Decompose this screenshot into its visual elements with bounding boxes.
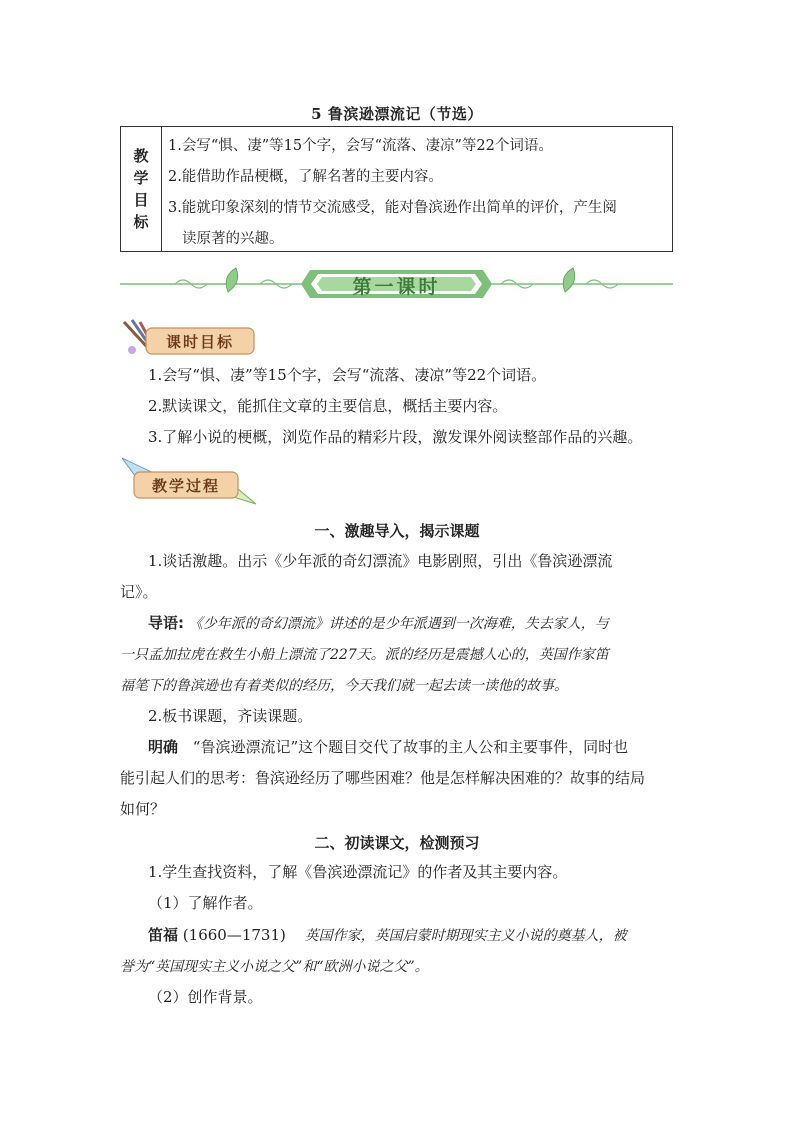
author-label: 笛福 bbox=[148, 926, 179, 944]
paragraph bbox=[120, 701, 674, 732]
goals-table-body bbox=[162, 127, 672, 251]
teaching-process-badge bbox=[120, 456, 260, 508]
section-heading: 一、激趣导入，揭示课题 bbox=[314, 522, 480, 540]
paragraph-line: 记》。 bbox=[120, 583, 158, 601]
goal-item: 1.会写“惧、凄”等15个字，会写“流落、凄凉”等22个词语。 bbox=[168, 138, 553, 154]
paragraph-line: （2）创作背景。 bbox=[148, 988, 263, 1006]
guide-label: 导语: bbox=[148, 614, 184, 632]
author-years: (1660—1731) bbox=[182, 926, 286, 944]
clarify-paragraph bbox=[120, 732, 674, 825]
paragraph-line: （1）了解作者。 bbox=[148, 894, 263, 912]
lesson-goal-item bbox=[120, 360, 674, 391]
lesson-goal-item bbox=[120, 422, 674, 453]
banner-label: 第一课时 bbox=[352, 276, 441, 298]
goals-header-char: 学 bbox=[133, 169, 149, 187]
paragraph bbox=[120, 546, 674, 608]
teaching-goals-table bbox=[120, 126, 673, 252]
goals-table-header bbox=[121, 127, 162, 251]
paragraph-line: 福笔下的鲁滨逊也有着类似的经历，今天我们就一起去读一读他的故事。 bbox=[120, 678, 568, 694]
teaching-process-badge-label: 教学过程 bbox=[151, 477, 220, 495]
author-paragraph bbox=[120, 920, 674, 983]
paragraph-line: 英国作家，英国启蒙时期现实主义小说的奠基人，被 bbox=[304, 928, 627, 944]
paragraph-line: 2.板书课题，齐读课题。 bbox=[148, 707, 313, 725]
paragraph-line: 1.谈话激趣。出示《少年派的奇幻漂流》电影剧照，引出《鲁滨逊漂流 bbox=[148, 552, 613, 570]
paragraph bbox=[120, 982, 674, 1013]
paragraph bbox=[120, 888, 674, 919]
lesson-goal-text: 1.会写“惧、凄”等15个字，会写“流落、凄凉”等22个词语。 bbox=[148, 366, 547, 384]
goals-header-char: 标 bbox=[133, 213, 149, 231]
paragraph-line: 1.学生查找资料，了解《鲁滨逊漂流记》的作者及其主要内容。 bbox=[148, 863, 568, 881]
goals-header-char: 目 bbox=[133, 191, 149, 209]
goals-header-char: 教 bbox=[133, 147, 149, 165]
lesson-goal-text: 3.了解小说的梗概，浏览作品的精彩片段，激发课外阅读整部作品的兴趣。 bbox=[148, 428, 643, 446]
paragraph-line: 《少年派的奇幻漂流》讲述的是少年派遇到一次海难，失去家人，与 bbox=[188, 616, 609, 632]
section-heading: 二、初读课文，检测预习 bbox=[314, 834, 480, 852]
lesson-goal-text: 2.默读课文，能抓住文章的主要信息，概括主要内容。 bbox=[148, 397, 508, 415]
paragraph-line: “鲁滨逊漂流记”这个题目交代了故事的主人公和主要事件，同时也 bbox=[192, 738, 629, 756]
lesson-goals-badge bbox=[120, 318, 260, 358]
paragraph-line: 如何？ bbox=[120, 800, 166, 818]
clarify-label: 明确 bbox=[148, 738, 179, 756]
lesson-goal-item bbox=[120, 391, 674, 422]
paragraph bbox=[120, 857, 674, 888]
paragraph-line: 誉为“英国现实主义小说之父”和“欧洲小说之父”。 bbox=[120, 959, 429, 975]
guide-paragraph bbox=[120, 608, 674, 702]
page-title: 5 鲁滨逊漂流记（节选） bbox=[311, 105, 483, 123]
lesson-banner bbox=[120, 262, 673, 306]
goal-item: 3.能就印象深刻的情节交流感受，能对鲁滨逊作出简单的评价，产生阅 bbox=[168, 200, 617, 216]
goal-item: 读原著的兴趣。 bbox=[182, 231, 284, 247]
lesson-goals-badge-label: 课时目标 bbox=[165, 333, 234, 351]
goal-item: 2.能借助作品梗概，了解名著的主要内容。 bbox=[168, 169, 443, 185]
paragraph-line: 一只孟加拉虎在救生小船上漂流了227天。派的经历是震撼人心的，英国作家笛 bbox=[120, 647, 609, 663]
paragraph-line: 能引起人们的思考：鲁滨逊经历了哪些困难？他是怎样解决困难的？故事的结局 bbox=[120, 769, 646, 787]
